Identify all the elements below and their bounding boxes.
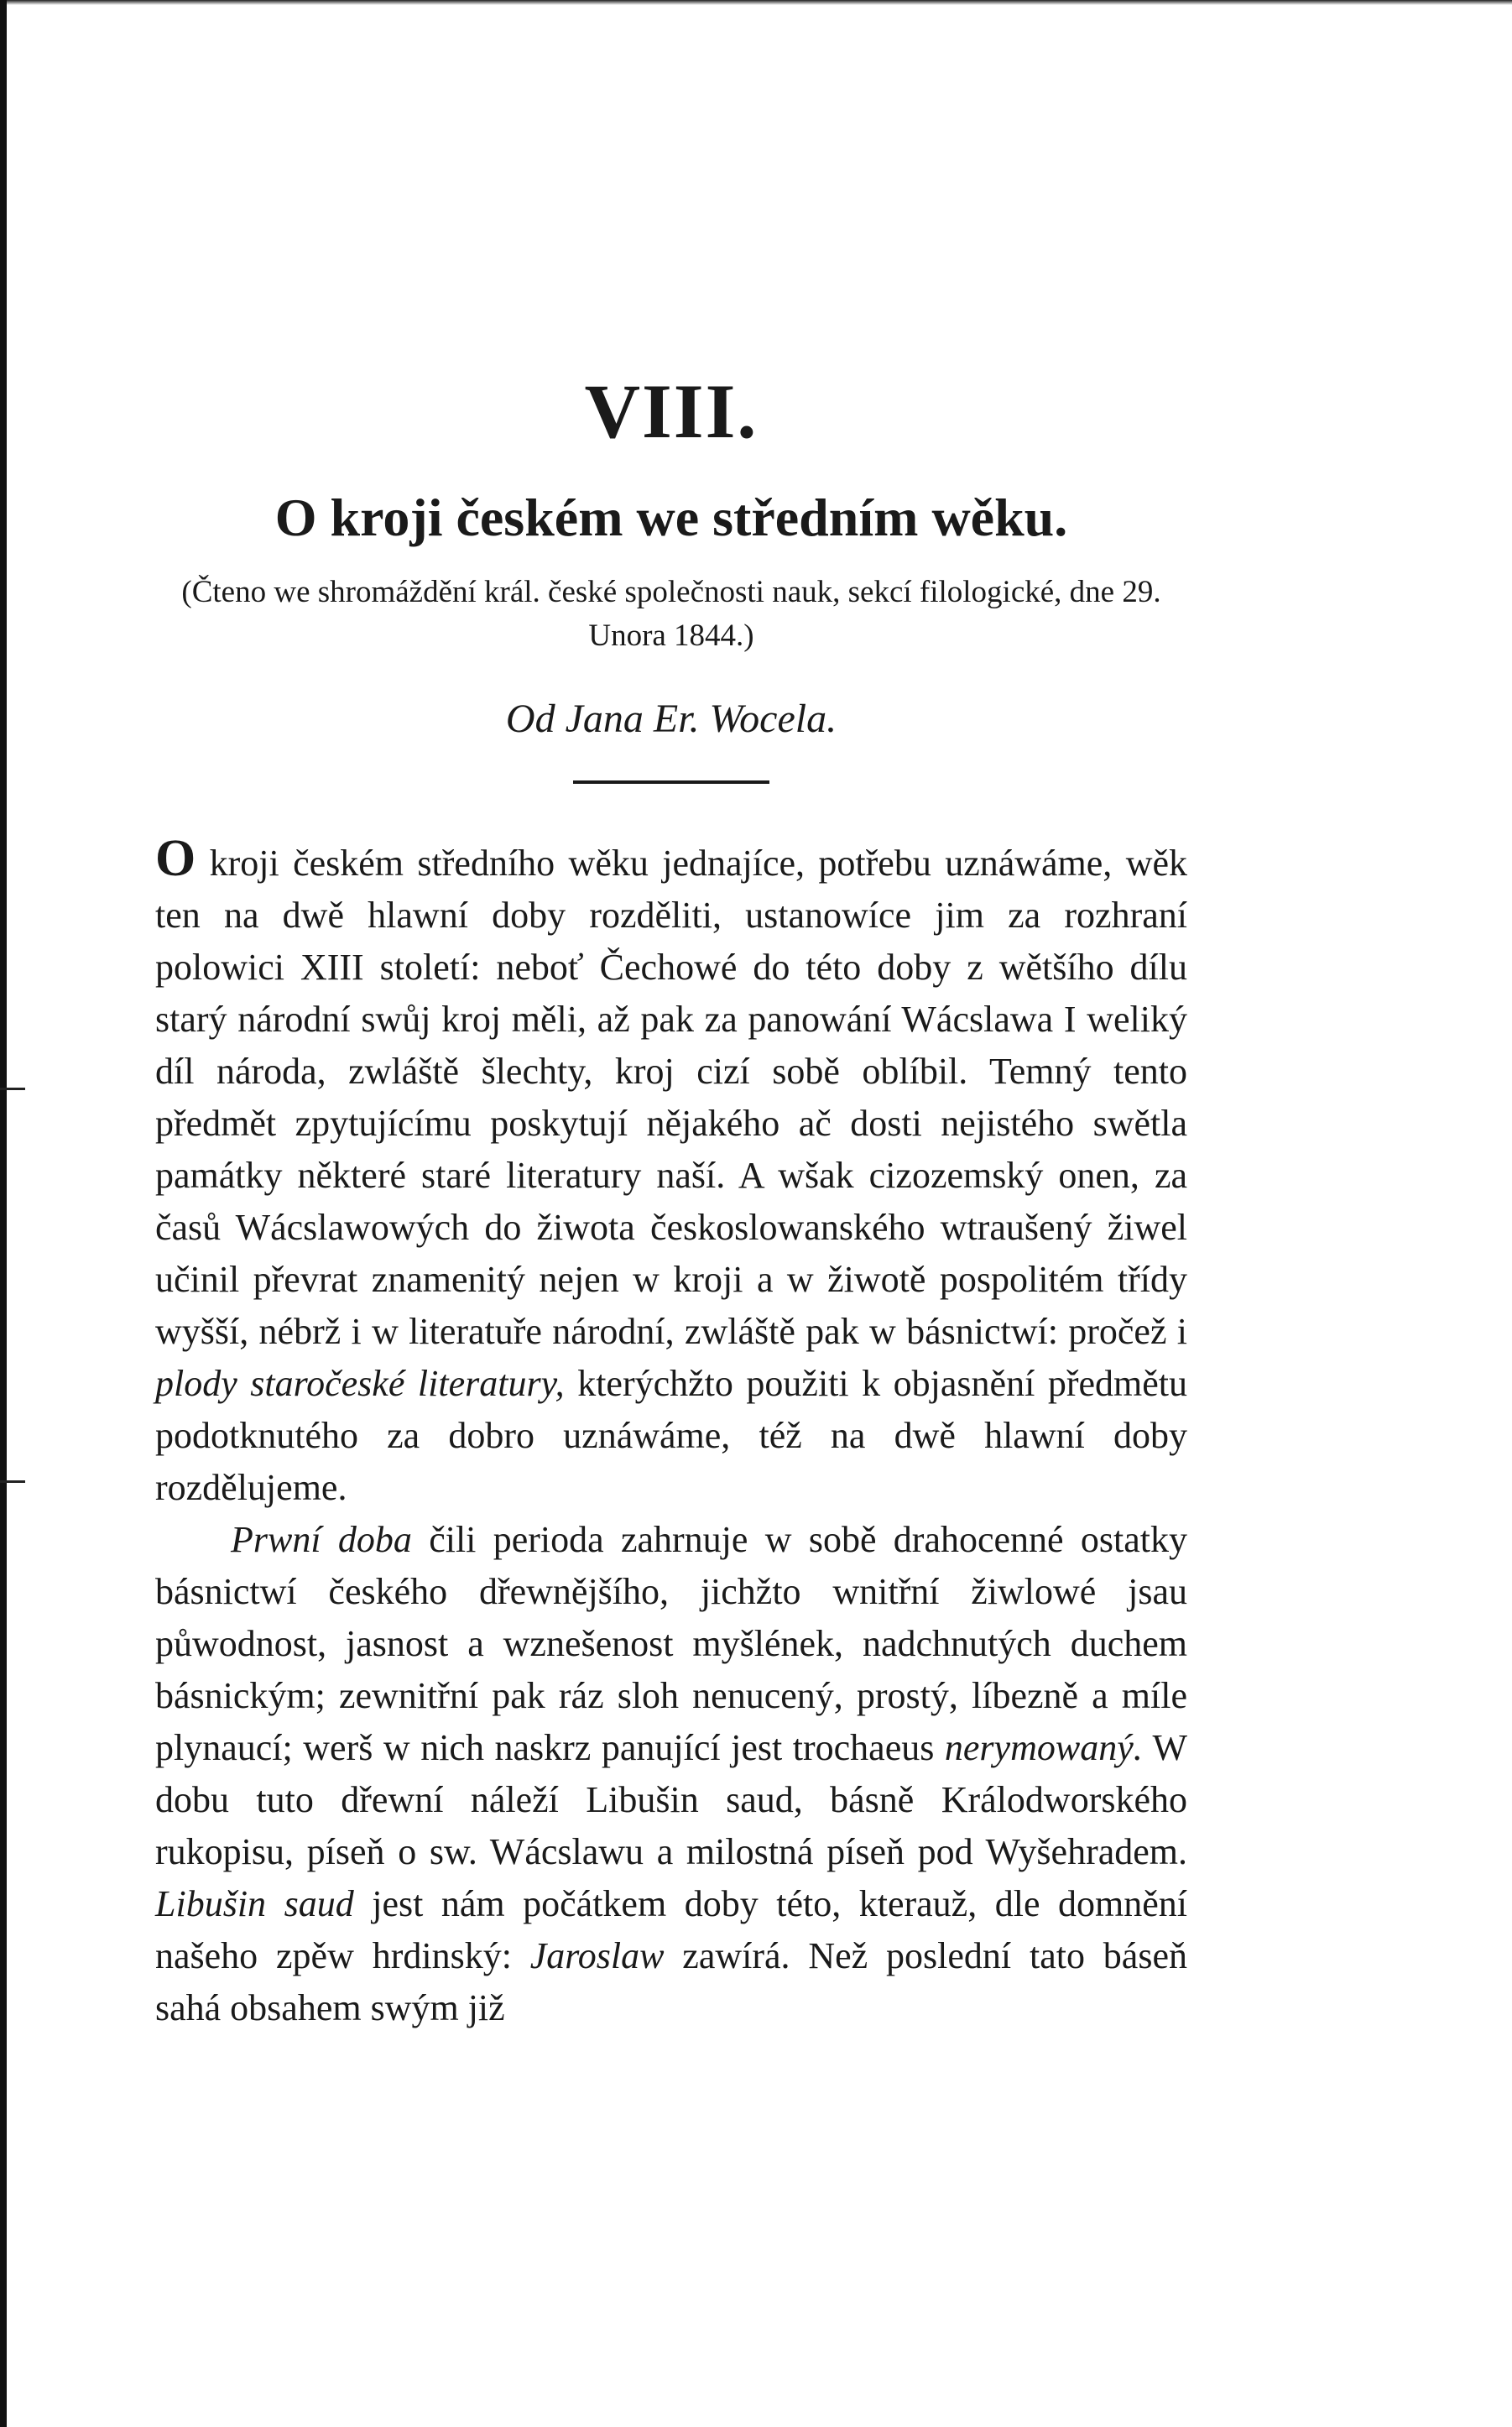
separator-rule [573,780,769,784]
paragraph-2-text: čili perioda zahrnuje w sobě drahocenné ostatky básnictwí českého dřewnějšího, jichžto wnitřní žiwlowé jsau půwodnost, jasnost a wznešenost myšlének, nadchnutých duchem básnickým; zewnitřní pak ráz sloh nenucený, prostý, líbezně a míle plynaucí; werš w nich naskrz panující jest trochaeus [155,1519,1187,1768]
paragraph-2-text-b: W dobu tuto dřewní náleží Libušin saud, básně Králodworského rukopisu, píseň o sw. Wácslawu a milostná píseň pod Wyšehradem. [155,1727,1188,1872]
reading-note: (Čteno we shromáždění král. české společnosti nauk, sekcí filologické, dne 29. Unora 1844.) [181,575,1161,653]
emphasis-first-period: Prwní doba [231,1519,412,1560]
margin-mark [0,1480,25,1483]
paragraph-2-text-c: jest nám počátkem doby této, kterauž, dle domnění našeho zpěw hrdinský: [155,1883,1187,1976]
page-binding-edge [0,0,7,2427]
margin-mark [0,1088,25,1090]
page-content [155,369,1187,2034]
paragraph-2 [155,1514,1187,2034]
emphasis-unrhymed: nerymowaný. [944,1727,1143,1768]
paragraph-2-text-d: zawírá. Než poslední tato báseň sahá obsahem swým již [155,1935,1187,2028]
drop-cap: O [155,830,196,887]
emphasis-jaroslaw: Jaroslaw [529,1935,665,1976]
paragraph-1-text: kroji českém středního wěku jednajíce, potřebu uznáwáme, wěk ten na dwě hlawní doby rozděliti, ustanowíce jim za rozhraní polowici XIII století: neboť Čechowé do této doby z wětšího dílu starý národní swůj kroj měli, až pak za panowání Wácslawa I weliký díl národa, zwláště šlechty, kroj cizí sobě oblíbil. Temný tento předmět zpytujícímu poskytují nějakého ač dosti nejistého swětla památky některé staré literatury naší. A wšak cizozemský onen, za časů Wácslawowých do žiwota českoslowanského wtraušený žiwel učinil převrat znamenitý nejen w kroji a w žiwotě pospolitém třídy wyšší, nébrž i w literatuře národní, zwláště pak w básnictwí: pročež i [155,843,1187,1352]
page-top-edge [0,0,1512,5]
author-line: Od Jana Er. Wocela. [505,697,837,741]
emphasis-literature: plody staročeské literatury, [155,1363,565,1404]
emphasis-libusin-saud: Libušin saud [155,1883,354,1924]
paragraph-1-text-end: kterýchžto použiti k objasnění předmětu podotknutého za dobro uznáwáme, též na dwě hlawní doby rozdělujeme. [155,1363,1188,1508]
paragraph-1 [155,832,1187,1514]
chapter-number: VIII. [584,368,759,454]
article-title: O kroji českém we středním wěku. [274,488,1068,547]
